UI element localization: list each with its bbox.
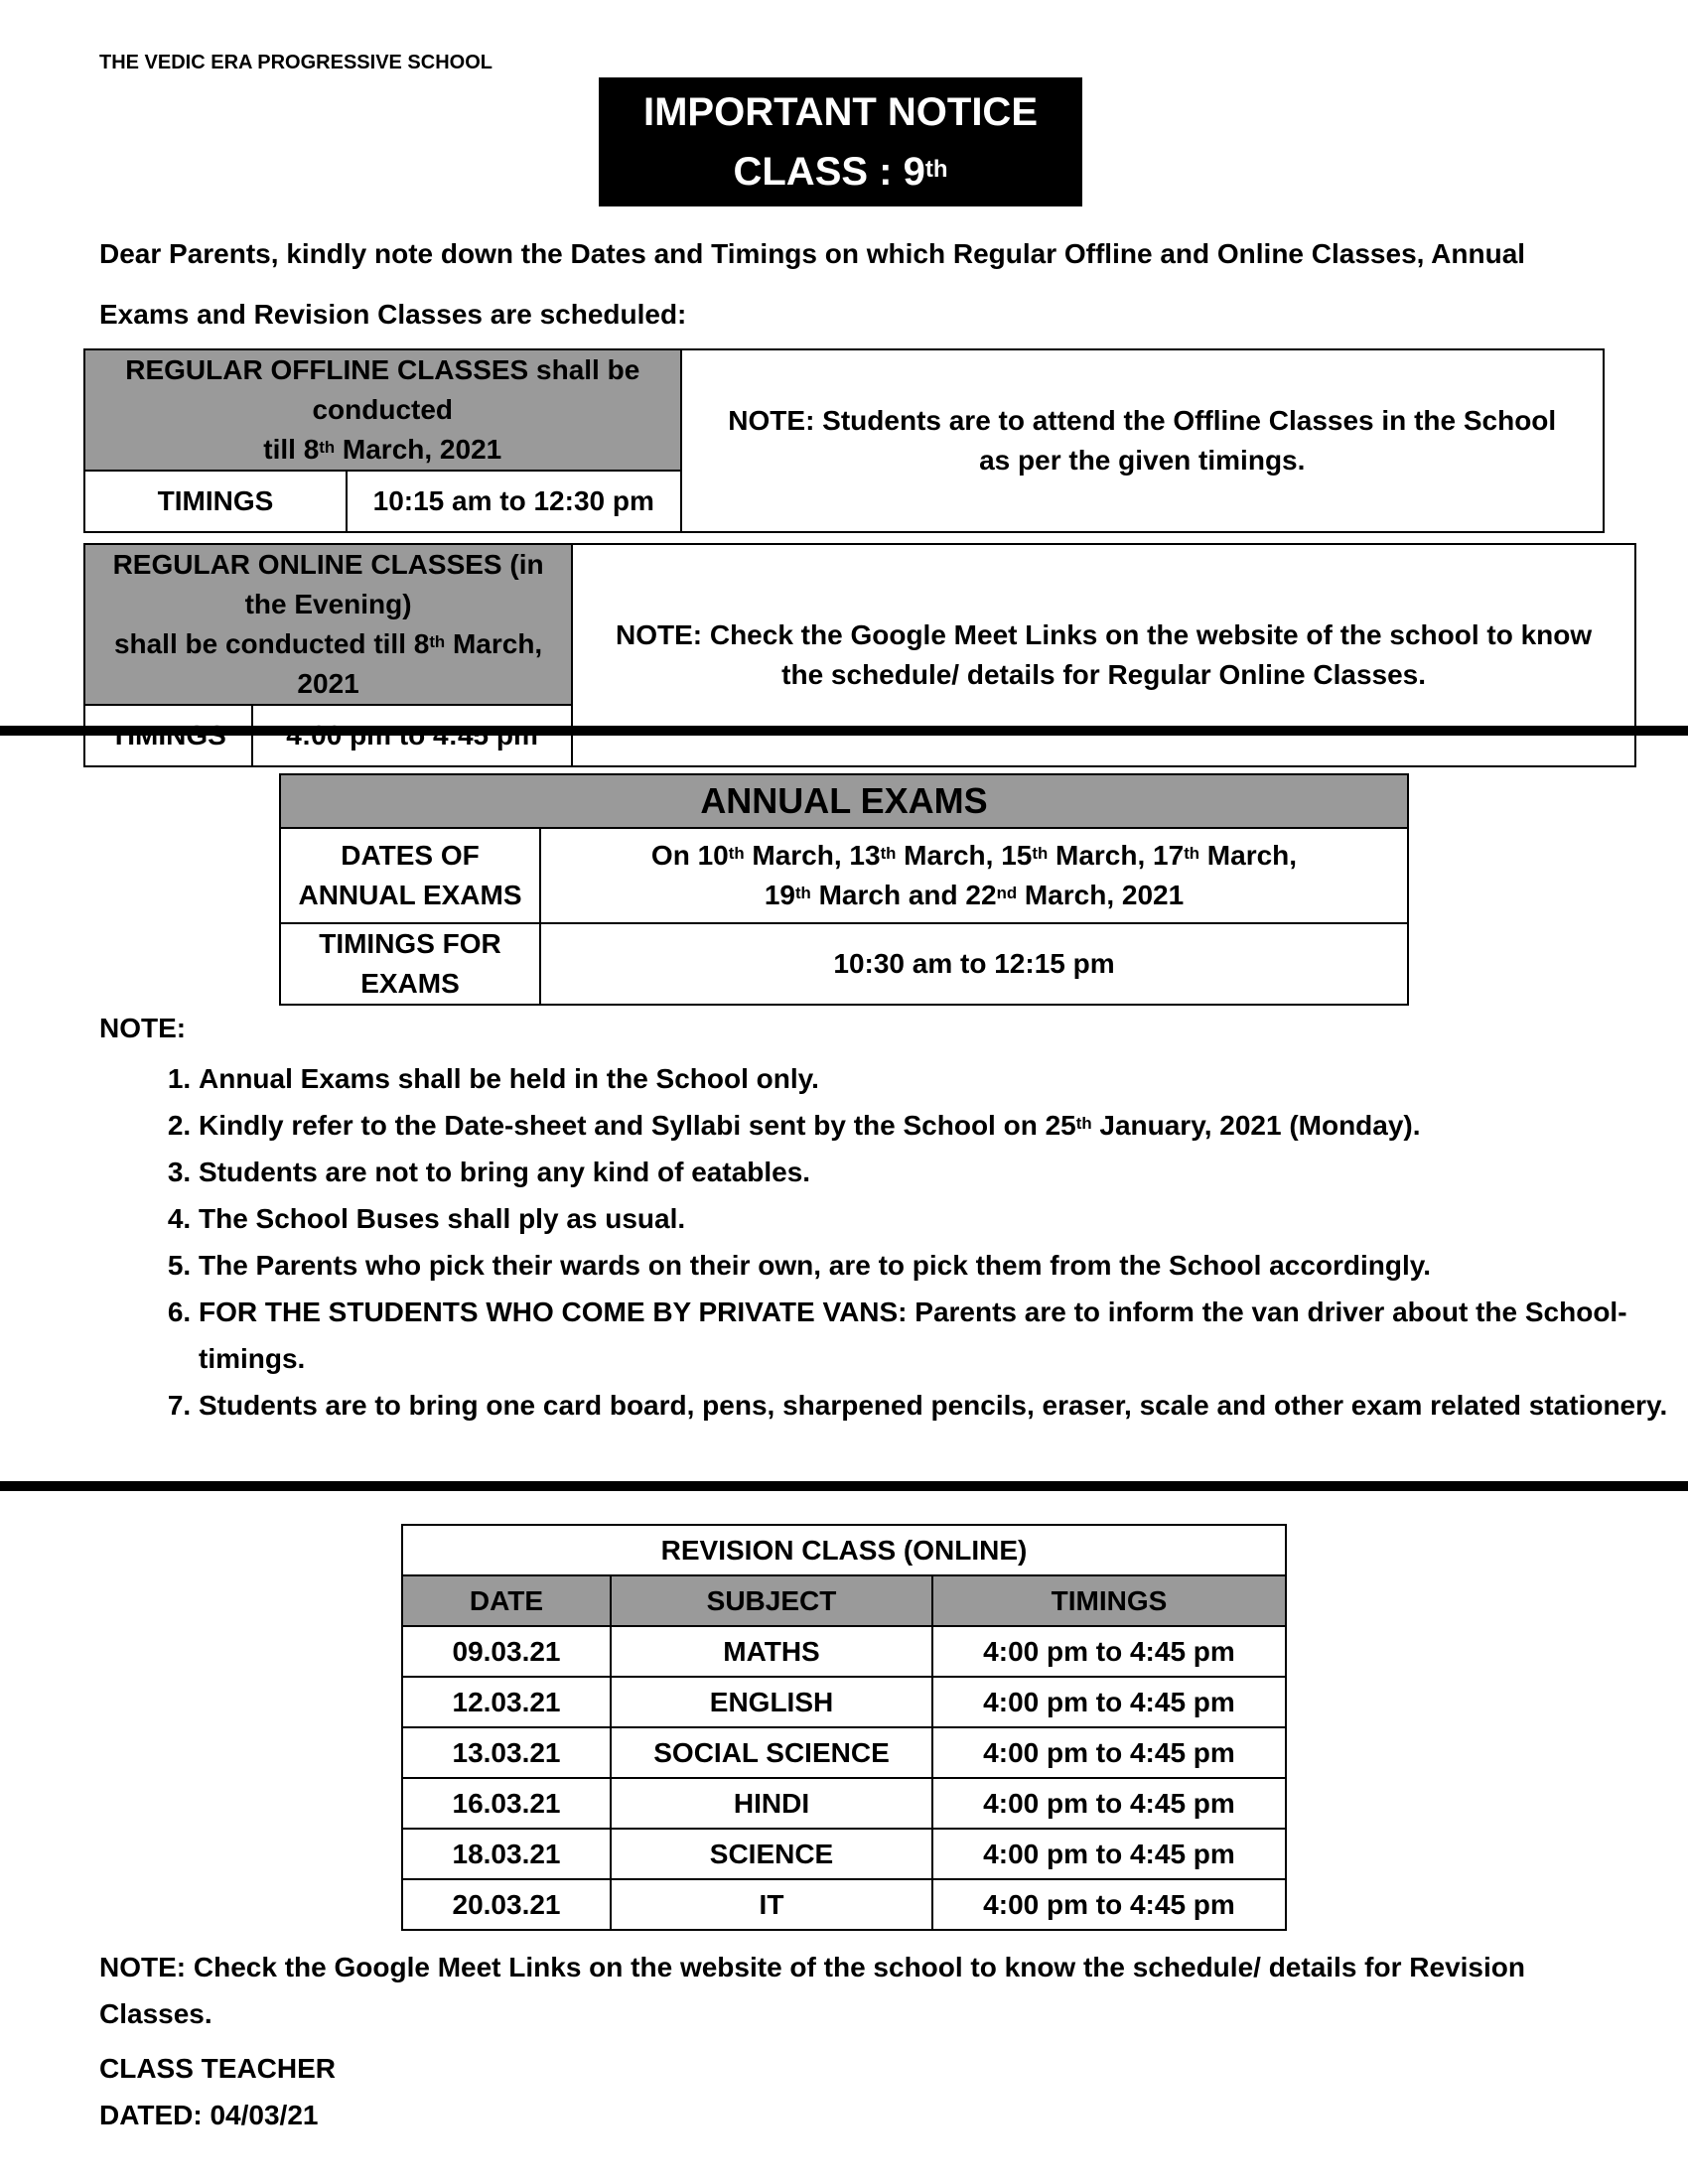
intro-text: Dear Parents, kindly note down the Dates and Timings on which Regular Offline and Online Classes, Annual Exams and Revision Classes are scheduled: (99, 238, 1526, 330)
note-item: 7. Students are to bring one card board, pens, sharpened pencils, eraser, scale and other exam related stationery. (199, 1382, 1688, 1429)
offline-timings-value: 10:15 am to 12:30 pm (347, 471, 681, 532)
revision-timing: 4:00 pm to 4:45 pm (932, 1626, 1286, 1677)
revision-subject: MATHS (611, 1626, 932, 1677)
revision-subject: SOCIAL SCIENCE (611, 1727, 932, 1778)
revision-header-timings: TIMINGS (932, 1575, 1286, 1626)
revision-timing: 4:00 pm to 4:45 pm (932, 1727, 1286, 1778)
online-note: NOTE: Check the Google Meet Links on the website of the school to know the schedule/ details for Regular Online Classes. (572, 544, 1635, 766)
dated: DATED: 04/03/21 (99, 2100, 319, 2130)
exam-timings-value: 10:30 am to 12:15 pm (540, 923, 1408, 1005)
exam-dates-label: DATES OF ANNUAL EXAMS (280, 828, 540, 923)
table-row (402, 1727, 1286, 1778)
note-item: 5. The Parents who pick their wards on their own, are to pick them from the School accordingly. (199, 1242, 1688, 1289)
revision-date: 09.03.21 (402, 1626, 611, 1677)
table-row (402, 1677, 1286, 1727)
revision-timing: 4:00 pm to 4:45 pm (932, 1829, 1286, 1879)
note-item: 6. FOR THE STUDENTS WHO COME BY PRIVATE VANS: Parents are to inform the van driver about the School-timings. (199, 1289, 1688, 1382)
revision-date: 16.03.21 (402, 1778, 611, 1829)
exam-timings-label: TIMINGS FOR EXAMS (280, 923, 540, 1005)
offline-note: NOTE: Students are to attend the Offline Classes in the School as per the given timings. (681, 349, 1605, 532)
table-row (402, 1879, 1286, 1930)
revision-subject: SCIENCE (611, 1829, 932, 1879)
revision-date: 20.03.21 (402, 1879, 611, 1930)
notice-title-box (599, 77, 1082, 206)
signatory: CLASS TEACHER (99, 2053, 337, 2084)
notice-title: IMPORTANT NOTICE (642, 90, 1038, 134)
school-name: THE VEDIC ERA PROGRESSIVE SCHOOL (99, 52, 492, 73)
table-row (402, 1829, 1286, 1879)
revision-header-date: DATE (402, 1575, 611, 1626)
annual-exams-title: ANNUAL EXAMS (280, 774, 1408, 828)
notes-heading: NOTE: (99, 1013, 187, 1043)
revision-timing: 4:00 pm to 4:45 pm (932, 1778, 1286, 1829)
revision-date: 13.03.21 (402, 1727, 611, 1778)
class-label: CLASS : 9th (733, 150, 948, 194)
section-divider-1 (0, 726, 1688, 736)
note-item: 2. Kindly refer to the Date-sheet and Syllabi sent by the School on 25th January, 2021 (Monday). (199, 1102, 1688, 1149)
revision-note: NOTE: Check the Google Meet Links on the website of the school to know the schedule/ details for Revision Classes. (99, 1952, 1525, 2029)
online-timings-label (84, 705, 252, 766)
online-timings-value (252, 705, 572, 766)
exam-dates-value: On 10th March, 13th March, 15th March, 17th March, 19th March and 22nd March, 2021 (540, 828, 1408, 923)
revision-table (401, 1524, 1287, 1931)
revision-subject: HINDI (611, 1778, 932, 1829)
revision-timing: 4:00 pm to 4:45 pm (932, 1879, 1286, 1930)
revision-subject: ENGLISH (611, 1677, 932, 1727)
revision-header-subject: SUBJECT (611, 1575, 932, 1626)
annual-exams-table (279, 773, 1409, 1006)
section-divider-2 (0, 1481, 1688, 1491)
note-item: 4. The School Buses shall ply as usual. (199, 1195, 1688, 1242)
online-header: REGULAR ONLINE CLASSES (in the Evening) shall be conducted till 8th March, 2021 (84, 544, 572, 705)
note-item: 3. Students are not to bring any kind of eatables. (199, 1149, 1688, 1195)
offline-classes-table (83, 348, 1605, 533)
revision-timing: 4:00 pm to 4:45 pm (932, 1677, 1286, 1727)
revision-date: 18.03.21 (402, 1829, 611, 1879)
table-row (402, 1778, 1286, 1829)
offline-timings-label: TIMINGS (84, 471, 347, 532)
offline-header: REGULAR OFFLINE CLASSES shall be conducted till 8th March, 2021 (84, 349, 681, 471)
table-row (402, 1626, 1286, 1677)
notes-list (99, 1055, 1688, 1429)
revision-title: REVISION CLASS (ONLINE) (402, 1525, 1286, 1575)
revision-subject: IT (611, 1879, 932, 1930)
revision-date: 12.03.21 (402, 1677, 611, 1727)
note-item: 1. Annual Exams shall be held in the School only. (199, 1055, 1688, 1102)
